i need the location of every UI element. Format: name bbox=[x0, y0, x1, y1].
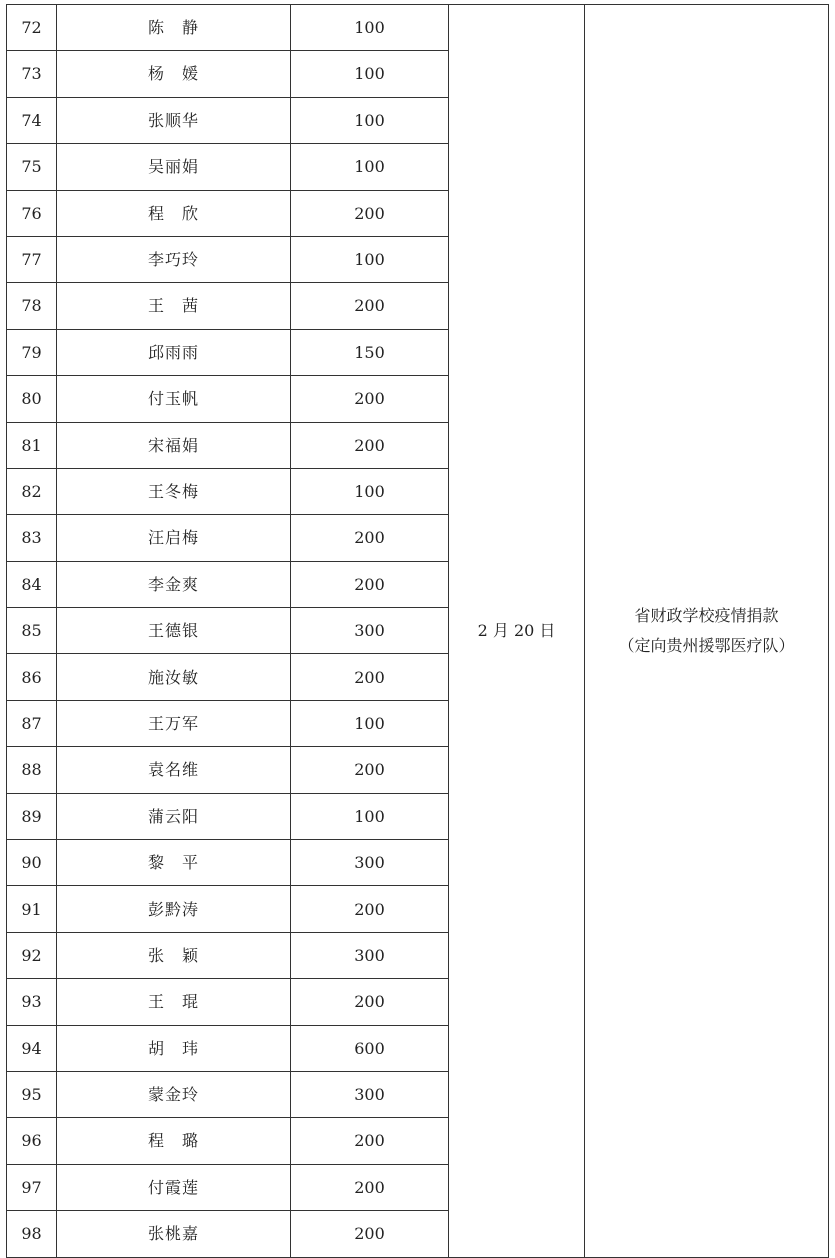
donor-name-cell: 王 茜 bbox=[57, 283, 291, 329]
amount-cell: 200 bbox=[291, 1118, 449, 1164]
amount-cell: 200 bbox=[291, 979, 449, 1025]
amount-cell: 200 bbox=[291, 561, 449, 607]
row-number-cell: 83 bbox=[7, 515, 57, 561]
amount-cell: 100 bbox=[291, 5, 449, 51]
donor-name-cell: 蒲云阳 bbox=[57, 793, 291, 839]
amount-cell: 200 bbox=[291, 1211, 449, 1257]
date-cell: 2 月 20 日 bbox=[449, 5, 585, 1258]
amount-cell: 300 bbox=[291, 840, 449, 886]
donor-name-cell: 李金爽 bbox=[57, 561, 291, 607]
row-number-cell: 80 bbox=[7, 376, 57, 422]
donor-name-cell: 杨 媛 bbox=[57, 51, 291, 97]
donor-name-cell: 张桃嘉 bbox=[57, 1211, 291, 1257]
row-number-cell: 79 bbox=[7, 329, 57, 375]
donor-name-cell: 程 璐 bbox=[57, 1118, 291, 1164]
row-number-cell: 87 bbox=[7, 700, 57, 746]
donor-name-cell: 邱雨雨 bbox=[57, 329, 291, 375]
donor-name-cell: 袁名维 bbox=[57, 747, 291, 793]
amount-cell: 100 bbox=[291, 700, 449, 746]
donor-name-cell: 陈 静 bbox=[57, 5, 291, 51]
row-number-cell: 98 bbox=[7, 1211, 57, 1257]
row-number-cell: 89 bbox=[7, 793, 57, 839]
table-row bbox=[7, 5, 829, 51]
donor-name-cell: 张 颖 bbox=[57, 932, 291, 978]
donation-table bbox=[6, 4, 829, 1258]
amount-cell: 100 bbox=[291, 468, 449, 514]
row-number-cell: 81 bbox=[7, 422, 57, 468]
amount-cell: 100 bbox=[291, 144, 449, 190]
donor-name-cell: 付霞莲 bbox=[57, 1164, 291, 1210]
amount-cell: 200 bbox=[291, 422, 449, 468]
donor-name-cell: 汪启梅 bbox=[57, 515, 291, 561]
donor-name-cell: 施汝敏 bbox=[57, 654, 291, 700]
row-number-cell: 82 bbox=[7, 468, 57, 514]
amount-cell: 300 bbox=[291, 608, 449, 654]
donor-name-cell: 张顺华 bbox=[57, 97, 291, 143]
purpose-note-line-2: （定向贵州援鄂医疗队） bbox=[618, 635, 795, 655]
row-number-cell: 88 bbox=[7, 747, 57, 793]
donor-name-cell: 彭黔涛 bbox=[57, 886, 291, 932]
donor-name-cell: 程 欣 bbox=[57, 190, 291, 236]
row-number-cell: 86 bbox=[7, 654, 57, 700]
donation-table-body bbox=[7, 5, 829, 1258]
row-number-cell: 85 bbox=[7, 608, 57, 654]
row-number-cell: 74 bbox=[7, 97, 57, 143]
row-number-cell: 77 bbox=[7, 236, 57, 282]
row-number-cell: 72 bbox=[7, 5, 57, 51]
amount-cell: 200 bbox=[291, 376, 449, 422]
row-number-cell: 96 bbox=[7, 1118, 57, 1164]
donor-name-cell: 付玉帆 bbox=[57, 376, 291, 422]
row-number-cell: 94 bbox=[7, 1025, 57, 1071]
donor-name-cell: 王万军 bbox=[57, 700, 291, 746]
row-number-cell: 78 bbox=[7, 283, 57, 329]
amount-cell: 100 bbox=[291, 236, 449, 282]
amount-cell: 600 bbox=[291, 1025, 449, 1071]
amount-cell: 200 bbox=[291, 515, 449, 561]
row-number-cell: 92 bbox=[7, 932, 57, 978]
amount-cell: 200 bbox=[291, 190, 449, 236]
donor-name-cell: 王冬梅 bbox=[57, 468, 291, 514]
donor-name-cell: 宋福娟 bbox=[57, 422, 291, 468]
amount-cell: 100 bbox=[291, 97, 449, 143]
amount-cell: 300 bbox=[291, 932, 449, 978]
donor-name-cell: 王 琨 bbox=[57, 979, 291, 1025]
amount-cell: 100 bbox=[291, 51, 449, 97]
row-number-cell: 91 bbox=[7, 886, 57, 932]
donor-name-cell: 黎 平 bbox=[57, 840, 291, 886]
amount-cell: 200 bbox=[291, 886, 449, 932]
row-number-cell: 93 bbox=[7, 979, 57, 1025]
row-number-cell: 76 bbox=[7, 190, 57, 236]
row-number-cell: 90 bbox=[7, 840, 57, 886]
purpose-note-line-1: 省财政学校疫情捐款 bbox=[634, 605, 779, 625]
amount-cell: 300 bbox=[291, 1071, 449, 1117]
amount-cell: 200 bbox=[291, 283, 449, 329]
row-number-cell: 95 bbox=[7, 1071, 57, 1117]
amount-cell: 150 bbox=[291, 329, 449, 375]
donor-name-cell: 吴丽娟 bbox=[57, 144, 291, 190]
amount-cell: 200 bbox=[291, 654, 449, 700]
row-number-cell: 75 bbox=[7, 144, 57, 190]
amount-cell: 200 bbox=[291, 1164, 449, 1210]
donor-name-cell: 胡 玮 bbox=[57, 1025, 291, 1071]
row-number-cell: 97 bbox=[7, 1164, 57, 1210]
row-number-cell: 84 bbox=[7, 561, 57, 607]
donor-name-cell: 李巧玲 bbox=[57, 236, 291, 282]
amount-cell: 200 bbox=[291, 747, 449, 793]
donor-name-cell: 蒙金玲 bbox=[57, 1071, 291, 1117]
amount-cell: 100 bbox=[291, 793, 449, 839]
purpose-note-cell bbox=[585, 5, 829, 1258]
donor-name-cell: 王德银 bbox=[57, 608, 291, 654]
row-number-cell: 73 bbox=[7, 51, 57, 97]
